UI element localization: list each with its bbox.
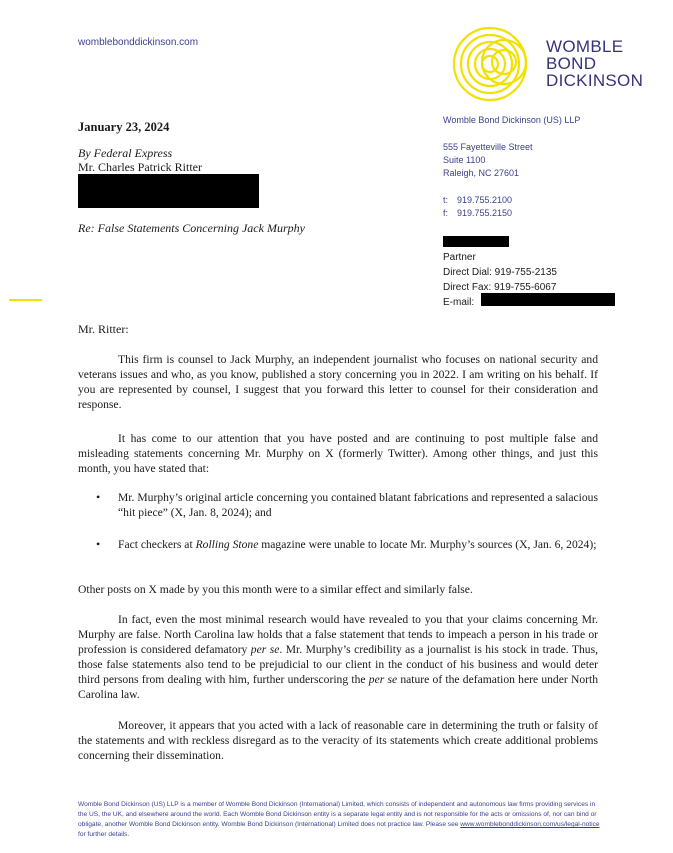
paragraph-4-text-c: nature of the defamation here under North Carolina law. — [78, 673, 598, 701]
attorney-title: Partner — [443, 252, 476, 263]
logo-line-3: DICKINSON — [546, 71, 644, 90]
sender-address — [443, 141, 533, 180]
re-line: Re: False Statements Concerning Jack Murphy — [78, 221, 305, 235]
paragraph-4 — [78, 612, 598, 702]
salutation: Mr. Ritter: — [78, 322, 129, 336]
sender-firm: Womble Bond Dickinson (US) LLP — [443, 115, 581, 125]
bullet-2-text-a: Fact checkers at — [118, 538, 196, 551]
sender-suite: Suite 1100 — [443, 155, 486, 165]
direct-fax: Direct Fax: 919-755-6067 — [443, 282, 557, 293]
sender-city: Raleigh, NC 27601 — [443, 168, 520, 178]
tel-label: t: — [443, 195, 449, 205]
redacted-recipient-address — [78, 174, 259, 208]
footer-tail: for further details. — [78, 831, 130, 838]
paragraph-4-text-a: In fact, even the most minimal research would have revealed to you that your claims concerning Mr. Murphy are false. North Carolina law holds that a false statement that tends to impeach a person in his trade or profession is considered defamatory — [78, 613, 598, 656]
paragraph-3: Other posts on X made by you this month were to a similar effect and similarly false. — [78, 583, 473, 596]
margin-mark — [9, 299, 42, 301]
firm-logo-wordmark — [546, 38, 643, 89]
paragraph-5: Moreover, it appears that you acted with a lack of reasonable care in determining the truth or falsity of the statements and with reckless disregard as to the veracity of its statements which create additional problems concerning their dissemination. — [78, 719, 598, 762]
paragraph-4-em-2: per se — [368, 673, 398, 686]
bullet-dot-1: • — [96, 490, 101, 504]
sender-phones — [443, 194, 512, 220]
bullet-2 — [118, 537, 598, 552]
bullet-dot-2: • — [96, 537, 101, 551]
legal-notice-link[interactable]: www.womblebonddickinson.com/us/legal-notice — [460, 821, 600, 828]
paragraph-4-text-b: . Mr. Murphy’s credibility as a journalist is his stock in trade. Thus, those false statements also tend to be prejudicial to our client in the conduct of his business and would deter third persons from dealing with him, further underscoring the — [78, 643, 598, 686]
fax-number: 919.755.2150 — [457, 208, 513, 218]
bullet-2-text-b: magazine were unable to locate Mr. Murphy’s sources (X, Jan. 6, 2024); — [258, 538, 597, 551]
email-label: E-mail: — [443, 297, 475, 308]
firm-logo-rings-icon — [442, 24, 542, 104]
redacted-attorney-name — [443, 236, 509, 247]
firm-website: womblebonddickinson.com — [78, 37, 199, 48]
letter-date: January 23, 2024 — [78, 120, 170, 134]
legal-footer — [78, 800, 605, 840]
logo-line-1: WOMBLE — [546, 37, 624, 56]
bullet-1: Mr. Murphy’s original article concerning you contained blatant fabrications and represented a salacious “hit piece” (X, Jan. 8, 2024); and — [118, 491, 598, 519]
sender-street: 555 Fayetteville Street — [443, 142, 533, 152]
paragraph-2: It has come to our attention that you have posted and are continuing to post multiple false and misleading statements concerning Mr. Murphy on X (formerly Twitter). Among other things, and just this month, you have stated that: — [78, 432, 598, 475]
direct-dial: Direct Dial: 919-755-2135 — [443, 267, 557, 278]
recipient-name: Mr. Charles Patrick Ritter — [78, 160, 202, 174]
bullet-2-publication: Rolling Stone — [195, 538, 259, 551]
redacted-email — [481, 293, 615, 306]
delivery-method: By Federal Express — [78, 146, 173, 160]
paragraph-4-em-1: per se — [250, 643, 280, 656]
footer-text: Womble Bond Dickinson (US) LLP is a member of Womble Bond Dickinson (International) Limited, which consists of independent and autonomous law firms providing services in the US, the UK, and elsewhere around the world. Each Womble Bond Dickinson entity is a separate legal entity and is not responsible for the acts or omissions of, nor can bind or obligate, another Womble Bond Dickinson entity. Womble Bond Dickinson (International) Limited does not practice law. Please see — [78, 801, 597, 828]
tel-number: 919.755.2100 — [457, 195, 513, 205]
logo-line-2: BOND — [546, 54, 597, 73]
paragraph-1: This firm is counsel to Jack Murphy, an independent journalist who focuses on national security and veterans issues and who, as you know, published a story concerning you in 2022. I am writing on his behalf. If you are represented by counsel, I suggest that you forward this letter to counsel for their consideration and response. — [78, 353, 598, 411]
fax-label: f: — [443, 208, 449, 218]
